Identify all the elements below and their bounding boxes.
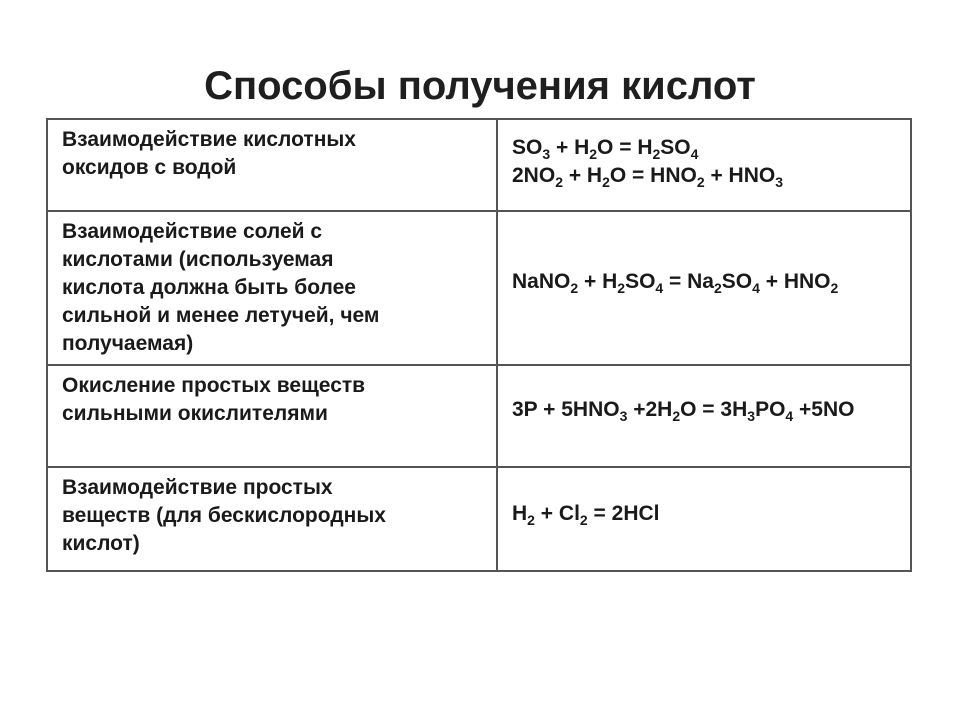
equation-text: O = H [597, 136, 653, 159]
equation-subscript: 2 [672, 408, 681, 424]
equation-text: +2H [627, 398, 673, 421]
equation-subscript: 2 [617, 280, 626, 296]
equation-subscript: 2 [713, 280, 722, 296]
method-text-line: сильными окислителями [62, 402, 328, 425]
equation [512, 134, 900, 162]
method-text-line: сильной и менее летучей, чем [62, 304, 380, 327]
method-text-line: Окисление простых веществ [62, 374, 366, 397]
equation-text: PO [755, 398, 786, 421]
equation-text: +5NO [793, 398, 855, 421]
method-text-line: Взаимодействие простых [62, 476, 333, 499]
equation-text: 3P + 5HNO [512, 398, 620, 421]
equation-subscript: 2 [589, 146, 598, 162]
equation [512, 500, 900, 528]
equation-text: + H [550, 136, 590, 159]
equation-subscript: 3 [747, 408, 756, 424]
equation-subscript: 4 [785, 408, 794, 424]
equation-text: O = HNO [609, 164, 697, 187]
equation-cell [497, 119, 911, 211]
equation-subscript: 4 [655, 280, 664, 296]
method-cell [47, 119, 497, 211]
equation-text: + H [578, 270, 618, 293]
equation-text: SO [721, 270, 753, 293]
table-row [47, 365, 911, 467]
equation-subscript: 2 [570, 280, 579, 296]
method-text-line: Взаимодействие солей с [62, 220, 323, 243]
equation-text: + H [562, 164, 603, 187]
equation-text: H [512, 502, 528, 525]
equation-text: = Na [663, 270, 714, 293]
equation-subscript: 3 [775, 174, 784, 190]
equation-text: + HNO [759, 270, 831, 293]
method-text-line: кислотами (используемая [62, 248, 334, 271]
equation [512, 396, 900, 424]
method-cell [47, 211, 497, 365]
method-text-line: получаемая) [62, 332, 194, 355]
equation-subscript: 2 [555, 174, 563, 190]
equation-text: + Cl [534, 502, 580, 525]
equation-cell [497, 365, 911, 467]
method-text-line: веществ (для бескислородных [62, 504, 386, 527]
equation-text: SO [512, 136, 543, 159]
equation-text: = 2HCl [587, 502, 660, 525]
equation-text: 2NO [512, 164, 556, 187]
equation-subscript: 3 [619, 408, 628, 424]
acid-methods-table [46, 118, 912, 572]
equation-cell [497, 467, 911, 571]
page-title: Способы получения кислот [204, 64, 756, 108]
table-row [47, 211, 911, 365]
equation [512, 162, 900, 190]
equation-text: NaNO [512, 270, 571, 293]
equation-cell [497, 211, 911, 365]
equation-subscript: 2 [652, 146, 661, 162]
equation-subscript: 2 [579, 512, 588, 528]
equation [512, 268, 900, 296]
method-text-line: кислот) [62, 532, 140, 555]
table-row [47, 467, 911, 571]
equation-subscript: 2 [527, 512, 535, 528]
table-row [47, 119, 911, 211]
method-cell [47, 467, 497, 571]
method-text-line: оксидов с водой [62, 156, 237, 179]
method-cell [47, 365, 497, 467]
method-text-line: кислота должна быть более [62, 276, 356, 299]
equation-subscript: 2 [602, 174, 610, 190]
equation-subscript: 3 [542, 146, 551, 162]
equation-subscript: 2 [830, 280, 839, 296]
equation-subscript: 2 [696, 174, 705, 190]
equation-text: SO [660, 136, 691, 159]
equation-text: O = 3H [680, 398, 748, 421]
equation-text: + HNO [704, 164, 776, 187]
equation-subscript: 4 [752, 280, 760, 296]
method-text-line: Взаимодействие кислотных [62, 128, 356, 151]
equation-text: SO [625, 270, 656, 293]
equation-subscript: 4 [690, 146, 699, 162]
